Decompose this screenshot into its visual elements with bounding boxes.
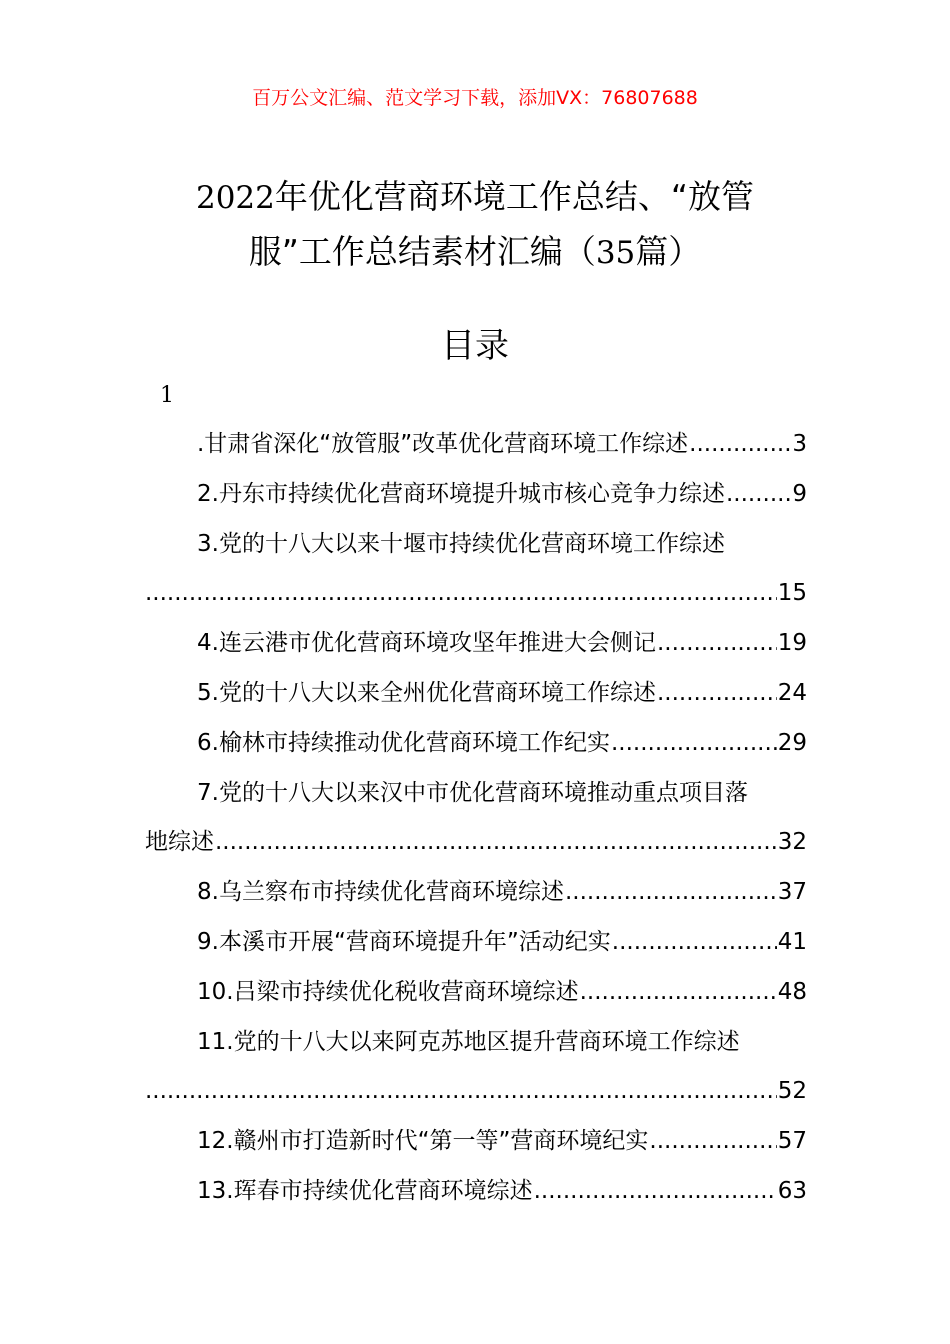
toc-entry-title-continued: 地综述 — [145, 829, 214, 856]
toc-entry-page: 15 — [777, 580, 807, 607]
toc-leader — [726, 470, 791, 520]
toc-entry-11[interactable] — [145, 1018, 807, 1118]
toc-entry-title: 11.党的十八大以来阿克苏地区提升营商环境工作综述 — [197, 1028, 740, 1055]
toc-entry-title: 12.赣州市打造新时代“第一等”营商环境纪实 — [197, 1128, 649, 1155]
toc-entry-title: 6.榆林市持续推动优化营商环境工作纪实 — [197, 729, 610, 756]
toc-leader — [689, 420, 791, 470]
toc-entry-title: 2.丹东市持续优化营商环境提升城市核心竞争力综述 — [197, 480, 725, 507]
toc-leader — [657, 669, 777, 719]
toc-entry-10[interactable] — [145, 968, 807, 1018]
toc-entry-title: 9.本溪市开展“营商环境提升年”活动纪实 — [197, 928, 611, 955]
table-of-contents — [145, 420, 807, 1217]
toc-leader — [145, 569, 777, 619]
toc-entry-13[interactable] — [145, 1167, 807, 1217]
toc-entry-page: 48 — [777, 978, 807, 1005]
toc-entry-4[interactable] — [145, 619, 807, 669]
toc-entry-page: 63 — [777, 1177, 807, 1204]
toc-entry-1[interactable] — [145, 420, 807, 470]
toc-leader — [611, 719, 777, 769]
title-line-2-pre: 服”工作总结素材汇编（ — [248, 232, 596, 271]
toc-entry-title: 4.连云港市优化营商环境攻坚年推进大会侧记 — [197, 630, 656, 657]
title-line-1-text: 年优化营商环境工作总结、“放管 — [274, 177, 754, 216]
toc-entry-12[interactable] — [145, 1117, 807, 1167]
title-count: 35 — [595, 235, 636, 271]
toc-entry-title: 8.乌兰察布市持续优化营商环境综述 — [197, 879, 564, 906]
toc-entry-page: 24 — [777, 679, 807, 706]
toc-entry-page: 32 — [777, 829, 807, 856]
toc-entry-title: 3.党的十八大以来十堰市持续优化营商环境工作综述 — [197, 530, 725, 557]
title-line-2-post: 篇） — [635, 232, 702, 271]
toc-entry-title: 10.吕梁市持续优化税收营商环境综述 — [197, 978, 579, 1005]
toc-leader — [657, 619, 777, 669]
toc-entry-title: 13.珲春市持续优化营商环境综述 — [197, 1177, 533, 1204]
toc-entry-page: 41 — [777, 928, 807, 955]
toc-entry-page: 19 — [777, 630, 807, 657]
toc-leader — [565, 868, 777, 918]
toc-entry-page: 29 — [777, 729, 807, 756]
toc-leader — [534, 1167, 777, 1217]
toc-leader — [612, 918, 777, 968]
toc-entry-page: 52 — [777, 1078, 807, 1105]
toc-entry-page: 9 — [792, 480, 807, 507]
watermark-banner: 百万公文汇编、范文学习下载，添加VX：76807688 — [252, 87, 698, 109]
toc-leader — [649, 1117, 776, 1167]
stray-number: 1 — [160, 383, 174, 408]
toc-entry-title: .甘肃省深化“放管服”改革优化营商环境工作综述 — [197, 431, 689, 457]
toc-entry-page: 37 — [777, 879, 807, 906]
toc-entry-title: 7.党的十八大以来汉中市优化营商环境推动重点项目落 — [197, 779, 748, 806]
document-title — [150, 170, 800, 280]
toc-leader — [145, 1067, 777, 1117]
title-year: 2022 — [195, 180, 275, 216]
toc-entry-6[interactable] — [145, 719, 807, 769]
toc-entry-8[interactable] — [145, 868, 807, 918]
toc-entry-title: 5.党的十八大以来全州优化营商环境工作综述 — [197, 679, 656, 706]
toc-entry-9[interactable] — [145, 918, 807, 968]
toc-leader — [580, 968, 777, 1018]
toc-entry-2[interactable] — [145, 470, 807, 520]
toc-heading: 目录 — [441, 326, 509, 366]
toc-leader — [215, 818, 777, 868]
title-line-1 — [150, 170, 800, 225]
toc-entry-page: 57 — [777, 1128, 807, 1155]
toc-entry-page: 3 — [792, 431, 807, 457]
title-line-2 — [150, 225, 800, 280]
toc-entry-7[interactable] — [145, 769, 807, 869]
toc-entry-3[interactable] — [145, 520, 807, 620]
toc-entry-5[interactable] — [145, 669, 807, 719]
